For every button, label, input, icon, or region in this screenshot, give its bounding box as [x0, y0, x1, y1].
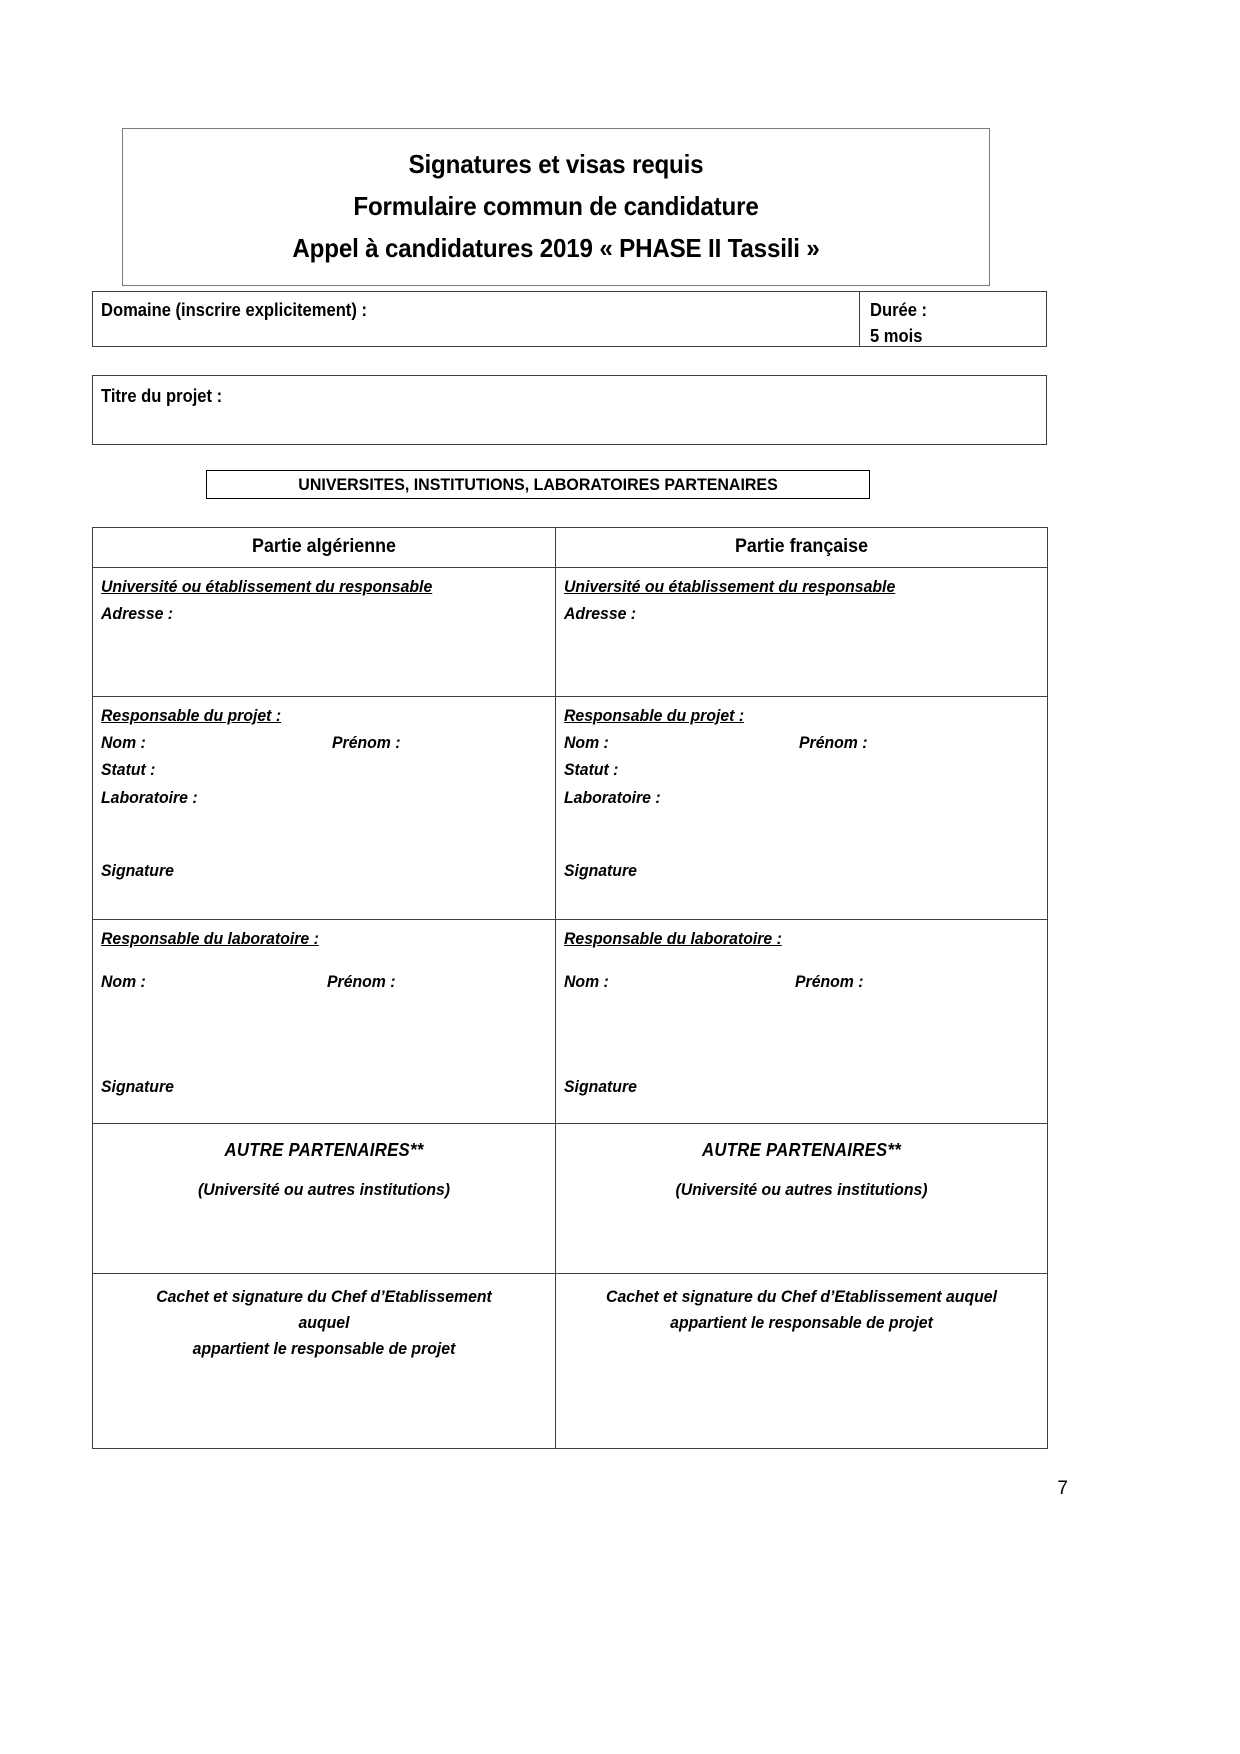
table-row-etablissement — [93, 567, 1048, 696]
lab-prenom-label-left: Prénom : — [327, 972, 396, 992]
title-line-2: Formulaire commun de candidature — [353, 191, 759, 222]
responsable-projet-cell-right[interactable] — [556, 696, 1048, 919]
table-row-responsable-projet — [93, 696, 1048, 919]
prenom-label-left: Prénom : — [332, 733, 401, 753]
autre-partenaires-cell-left[interactable] — [93, 1123, 556, 1274]
nom-prenom-line-right — [564, 729, 1039, 756]
title-line-1: Signatures et visas requis — [408, 149, 704, 179]
lab-nom-prenom-line-right — [564, 968, 1039, 995]
prenom-label-right: Prénom : — [799, 733, 868, 753]
cachet-line1-left: Cachet et signature du Chef d’Etablissement auquel — [156, 1287, 492, 1333]
header-partie-algerienne: Partie algérienne — [252, 536, 396, 557]
autre-partenaires-sub-left: (Université ou autres institutions) — [197, 1179, 451, 1199]
cachet-cell-right[interactable] — [556, 1274, 1048, 1448]
domaine-cell[interactable] — [93, 292, 860, 346]
cachet-line2-right: appartient le responsable de projet — [670, 1313, 933, 1333]
signature-projet-left: Signature — [101, 861, 174, 881]
lab-nom-label-right: Nom : — [564, 972, 609, 992]
responsable-laboratoire-cell-right[interactable] — [556, 919, 1048, 1123]
cachet-cell-left[interactable] — [93, 1274, 556, 1448]
autre-partenaires-title-left: AUTRE PARTENAIRES** — [224, 1139, 424, 1160]
adresse-label-left: Adresse : — [101, 604, 174, 624]
partners-banner — [206, 470, 870, 499]
header-cell-left — [93, 528, 556, 568]
domaine-label: Domaine (inscrire explicitement) : — [101, 300, 367, 320]
laboratoire-label-right: Laboratoire : — [564, 787, 661, 807]
duree-label: Durée : — [870, 300, 928, 320]
responsable-projet-heading-left: Responsable du projet : — [101, 705, 282, 725]
partners-table — [92, 527, 1048, 1449]
partners-banner-text: UNIVERSITES, INSTITUTIONS, LABORATOIRES PARTENAIRES — [298, 475, 778, 494]
etablissement-label-left: Université ou établissement du responsable — [101, 576, 433, 596]
autre-partenaires-cell-right[interactable] — [556, 1123, 1048, 1274]
table-row-cachet — [93, 1274, 1048, 1448]
titre-projet-cell[interactable] — [92, 375, 1047, 445]
lab-nom-label-left: Nom : — [101, 972, 146, 992]
responsable-projet-heading-right: Responsable du projet : — [564, 705, 745, 725]
adresse-label-right: Adresse : — [564, 604, 637, 624]
titre-projet-label: Titre du projet : — [101, 386, 223, 406]
page-number: 7 — [1057, 1478, 1068, 1499]
header-cell-right — [556, 528, 1048, 568]
lab-nom-prenom-line-left — [101, 968, 547, 995]
statut-label-left: Statut : — [101, 760, 156, 780]
responsable-projet-cell-left[interactable] — [93, 696, 556, 919]
title-box — [122, 128, 990, 286]
signature-laboratoire-right: Signature — [564, 1077, 637, 1097]
signature-laboratoire-left: Signature — [101, 1077, 174, 1097]
etablissement-cell-right[interactable] — [556, 567, 1048, 696]
nom-label-right: Nom : — [564, 733, 609, 753]
statut-label-right: Statut : — [564, 760, 619, 780]
cachet-line2-left: appartient le responsable de projet — [192, 1339, 456, 1359]
cachet-line1-right: Cachet et signature du Chef d’Etablissement auquel — [606, 1287, 997, 1307]
nom-label-left: Nom : — [101, 733, 146, 753]
header-partie-francaise: Partie française — [734, 536, 869, 557]
etablissement-cell-left[interactable] — [93, 567, 556, 696]
laboratoire-label-left: Laboratoire : — [101, 787, 198, 807]
autre-partenaires-sub-right: (Université ou autres institutions) — [675, 1179, 928, 1199]
autre-partenaires-title-right: AUTRE PARTENAIRES** — [701, 1139, 902, 1160]
title-line-3: Appel à candidatures 2019 « PHASE II Tassili » — [292, 233, 820, 264]
responsable-laboratoire-heading-left: Responsable du laboratoire : — [101, 928, 319, 948]
duree-value: 5 mois — [870, 325, 923, 346]
responsable-laboratoire-heading-right: Responsable du laboratoire : — [564, 928, 782, 948]
table-row-autre-partenaires — [93, 1123, 1048, 1274]
responsable-laboratoire-cell-left[interactable] — [93, 919, 556, 1123]
lab-prenom-label-right: Prénom : — [795, 972, 864, 992]
table-row-responsable-laboratoire — [93, 919, 1048, 1123]
signature-projet-right: Signature — [564, 861, 637, 881]
etablissement-label-right: Université ou établissement du responsable — [564, 576, 896, 596]
nom-prenom-line-left — [101, 729, 547, 756]
duree-cell[interactable] — [860, 292, 1046, 346]
table-row-headers — [93, 528, 1048, 568]
domaine-duree-row — [92, 291, 1047, 347]
